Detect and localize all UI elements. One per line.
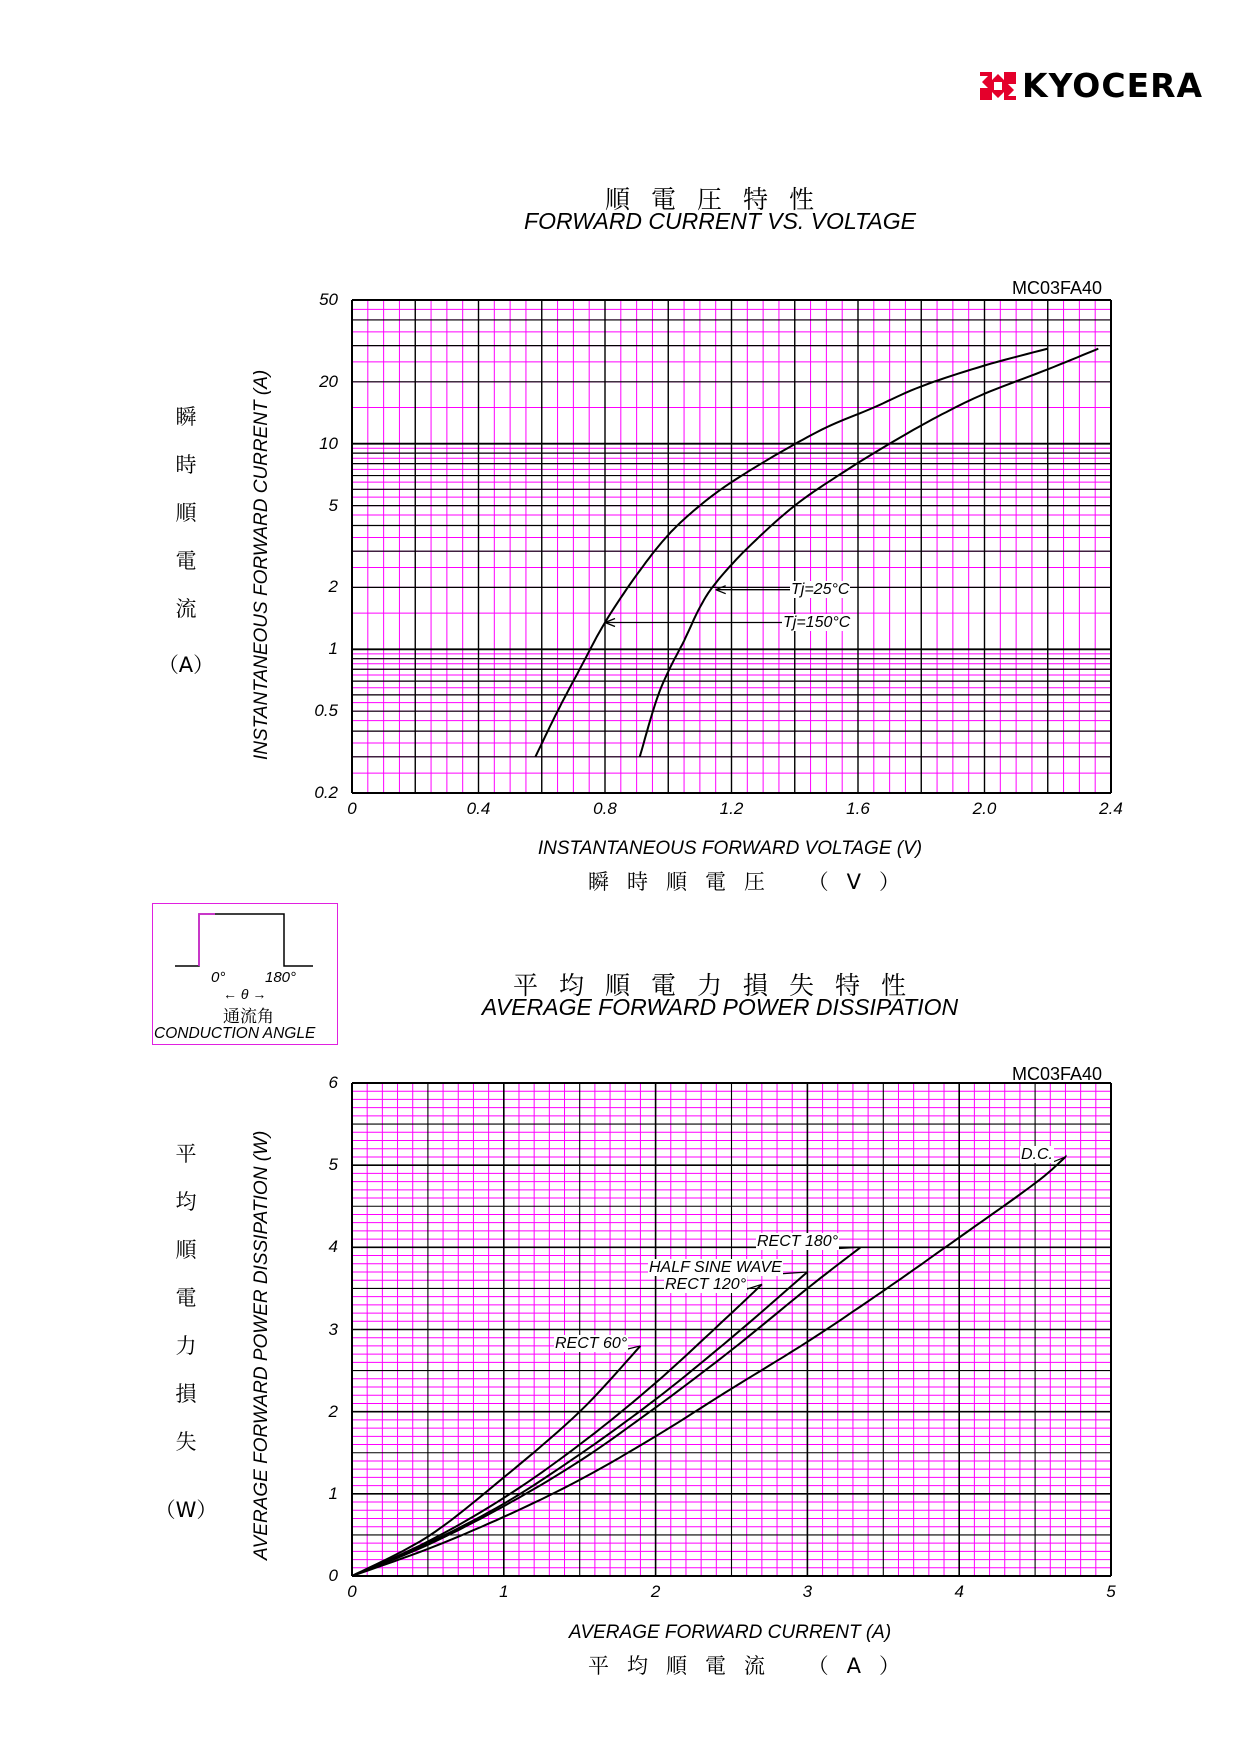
chart1-y-jp-4: 電 xyxy=(175,549,197,573)
chart1-y-tick: 5 xyxy=(328,495,338,515)
chart2-title-jp: 平均順電力損失特性 xyxy=(512,971,927,1000)
chart2-x-label: AVERAGE FORWARD CURRENT (A) xyxy=(568,1622,892,1643)
chart2-x-tick: 0 xyxy=(347,1582,357,1601)
chart2-y-tick: 1 xyxy=(328,1483,338,1503)
chart2-y-tick: 4 xyxy=(328,1237,338,1257)
chart1-y-tick: 0.2 xyxy=(314,783,338,802)
chart1-y-jp-2: 時 xyxy=(175,453,197,477)
chart2-y-jp-6: 損 xyxy=(175,1382,197,1406)
chart2-annotation-rect-60: RECT 60° xyxy=(555,1335,628,1352)
inset-angle-end: 180° xyxy=(265,969,297,986)
chart1-x-tick: 0.4 xyxy=(466,799,491,818)
chart1-y-jp-5: 流 xyxy=(175,597,197,621)
brand-name: KYOCERA xyxy=(1022,66,1204,105)
chart2-title-en: AVERAGE FORWARD POWER DISSIPATION xyxy=(481,994,959,1020)
chart2-annotation-half-sine-wave: HALF SINE WAVE xyxy=(649,1259,782,1276)
chart2-y-tick: 3 xyxy=(328,1319,338,1339)
chart1-x-tick: 0 xyxy=(347,799,357,818)
chart1-y-tick: 1 xyxy=(328,639,338,659)
chart2-x-label-jp: 平均順電流 （A） xyxy=(588,1654,919,1678)
chart1-x-tick: 2.4 xyxy=(1099,799,1123,818)
chart2-x-tick: 1 xyxy=(499,1582,509,1601)
chart1-y-tick: 50 xyxy=(319,290,338,309)
chart1-annotation-tj-25-c: Tj=25°C xyxy=(791,580,850,598)
chart2-y-tick: 5 xyxy=(328,1155,338,1175)
chart2-x-tick: 2 xyxy=(650,1582,661,1601)
chart2-y-jp-7: 失 xyxy=(175,1430,197,1454)
chart1-title-jp: 順電圧特性 xyxy=(604,185,835,214)
chart2-y-tick: 2 xyxy=(328,1401,338,1421)
chart2-annotation-rect-180: RECT 180° xyxy=(757,1233,839,1250)
chart2-y-tick: 0 xyxy=(328,1566,338,1585)
inset-theta: ← θ → xyxy=(223,986,267,1002)
chart2-series-rect-120 xyxy=(352,1284,762,1576)
chart1-y-tick: 2 xyxy=(328,577,338,597)
chart1-y-jp-1: 瞬 xyxy=(175,405,197,429)
chart2-y-label: AVERAGE FORWARD POWER DISSIPATION (W) xyxy=(251,1130,272,1560)
chart1-y-tick: 10 xyxy=(319,433,338,453)
chart1-x-tick: 0.8 xyxy=(593,799,617,818)
chart2-model: MC03FA40 xyxy=(1012,1064,1103,1084)
chart2-x-tick: 3 xyxy=(802,1582,813,1601)
chart1-y-jp-unit: （A） xyxy=(157,653,215,677)
chart1-x-tick: 2.0 xyxy=(972,799,997,818)
chart1-x-label: INSTANTANEOUS FORWARD VOLTAGE (V) xyxy=(537,838,923,859)
chart1-y-label: INSTANTANEOUS FORWARD CURRENT (A) xyxy=(251,369,272,760)
chart1-model: MC03FA40 xyxy=(1012,278,1103,298)
chart2-annotation-rect-120: RECT 120° xyxy=(665,1276,747,1293)
chart1-y-tick: 20 xyxy=(319,371,338,391)
inset-label-jp: 通流角 xyxy=(223,1007,274,1027)
chart1-y-tick: 0.5 xyxy=(314,701,338,721)
chart2-y-tick: 6 xyxy=(328,1073,338,1092)
inset-label-en: CONDUCTION ANGLE xyxy=(154,1025,316,1042)
chart1-x-tick: 1.2 xyxy=(719,799,744,818)
chart2-y-jp-3: 順 xyxy=(175,1238,197,1262)
chart2-y-jp-5: 力 xyxy=(175,1334,197,1358)
chart2-y-jp-2: 均 xyxy=(175,1190,197,1214)
inset-angle-start: 0° xyxy=(211,969,226,986)
chart1-annotation-tj-150-c: Tj=150°C xyxy=(783,613,851,631)
chart2-annotation-d-c: D.C. xyxy=(1021,1146,1053,1163)
chart2-y-jp-4: 電 xyxy=(175,1286,197,1310)
chart2-y-jp-1: 平 xyxy=(175,1142,197,1166)
chart1-y-jp-3: 順 xyxy=(175,501,197,525)
chart1-x-tick: 1.6 xyxy=(846,799,870,818)
chart2-y-jp-unit: （W） xyxy=(154,1498,218,1522)
chart2-x-tick: 5 xyxy=(1106,1582,1116,1601)
chart1-title-en: FORWARD CURRENT VS. VOLTAGE xyxy=(524,208,916,234)
chart2-x-tick: 4 xyxy=(954,1582,964,1601)
chart1-x-label-jp: 瞬時順電圧 （V） xyxy=(588,870,919,894)
